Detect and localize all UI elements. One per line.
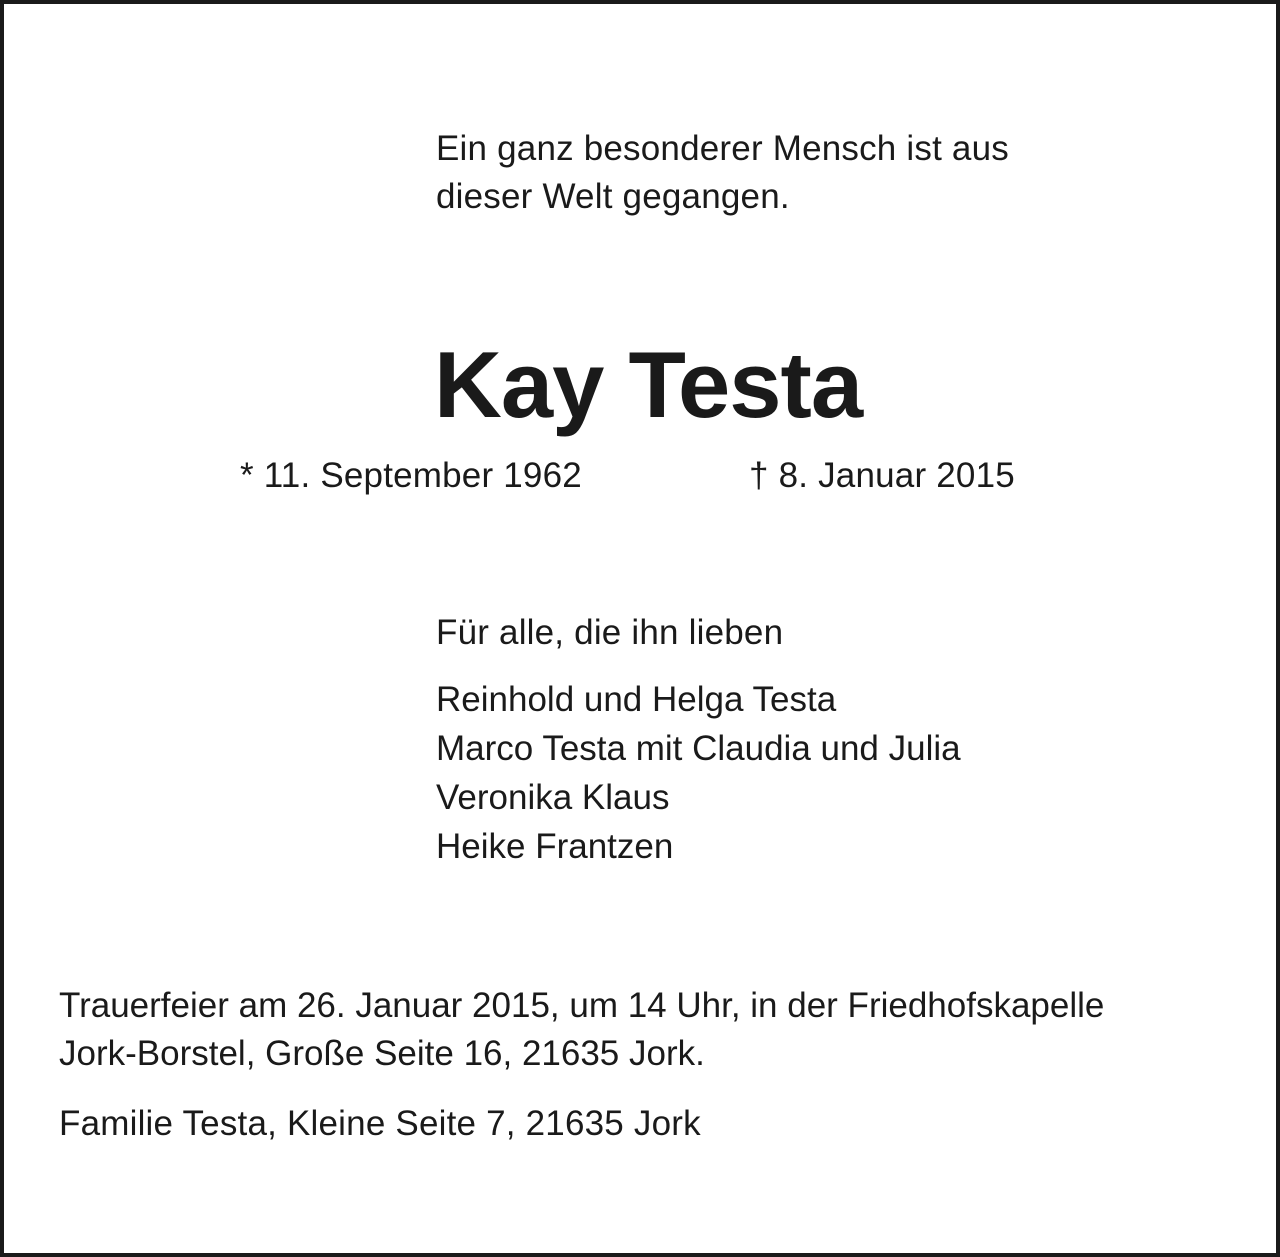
deceased-name: Kay Testa (434, 332, 863, 437)
service-line: Jork-Borstel, Große Seite 16, 21635 Jork. (59, 1034, 705, 1073)
family-member: Reinhold und Helga Testa (436, 680, 837, 719)
service-line: Trauerfeier am 26. Januar 2015, um 14 Uhr, in der Friedhofskapelle (59, 986, 1105, 1025)
death-date: † 8. Januar 2015 (749, 456, 1015, 495)
family-member: Veronika Klaus (436, 778, 670, 817)
family-list (436, 675, 961, 871)
birth-date: * 11. September 1962 (240, 456, 582, 495)
dedication-text: Für alle, die ihn lieben (436, 613, 784, 652)
intro-line: Ein ganz besonderer Mensch ist aus (436, 129, 1009, 168)
family-contact-address: Familie Testa, Kleine Seite 7, 21635 Jork (59, 1104, 701, 1143)
intro-line: dieser Welt gegangen. (436, 177, 790, 216)
intro-text (436, 125, 1136, 221)
family-member: Marco Testa mit Claudia und Julia (436, 729, 961, 768)
family-member: Heike Frantzen (436, 827, 674, 866)
funeral-service-info (59, 982, 1104, 1078)
